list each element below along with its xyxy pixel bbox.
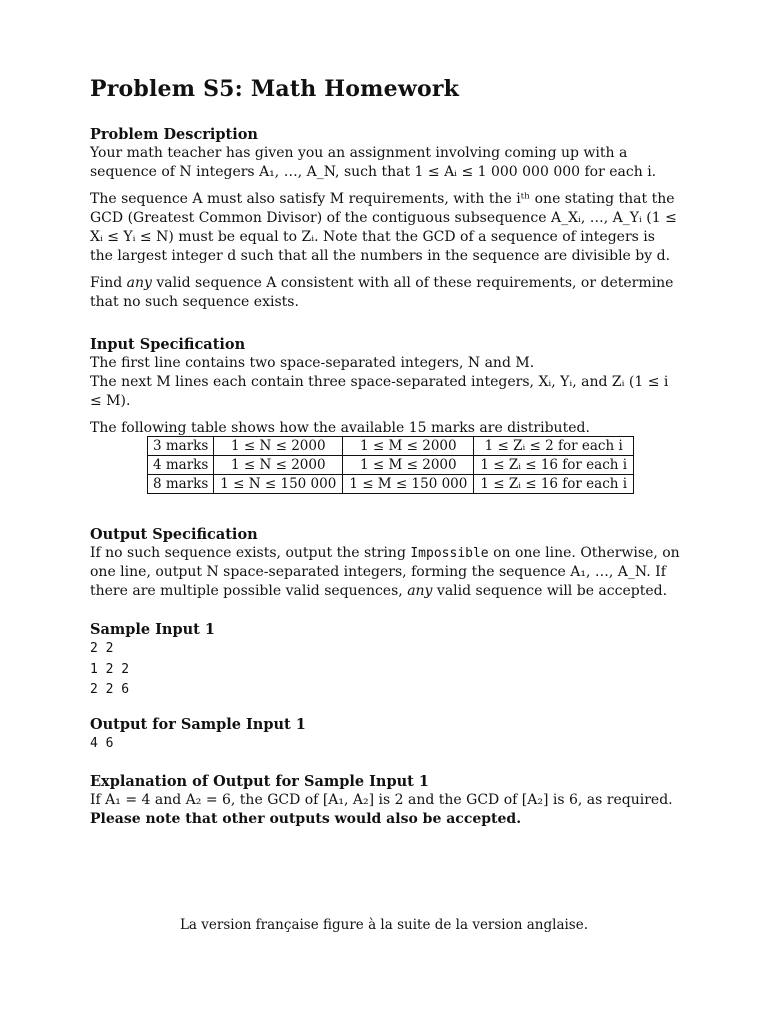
explanation-paragraph — [90, 791, 680, 829]
table-cell: 1 ≤ N ≤ 150 000 — [214, 475, 343, 494]
output-spec-emphasis: any — [407, 583, 433, 599]
explanation-section — [90, 772, 680, 829]
output-spec-text-post: valid sequence will be accepted. — [432, 583, 668, 599]
table-cell: 1 ≤ N ≤ 2000 — [214, 437, 343, 456]
sample-input-section — [90, 620, 680, 701]
problem-description-section — [90, 125, 680, 312]
description-p3-emphasis: any — [126, 275, 152, 291]
sample-input-line: 1 2 2 — [90, 661, 130, 677]
sample-input-line: 2 2 6 — [90, 682, 130, 697]
explanation-note: Please note that other outputs would also be accepted. — [90, 811, 522, 827]
input-spec-line-1: The first line contains two space-separated integers, N and M. — [90, 355, 535, 371]
input-specification-section — [90, 335, 680, 438]
description-paragraph-1: Your math teacher has given you an assignment involving coming up with a sequence of N integers A₁, …, A_N, such that 1 ≤ Aᵢ ≤ 1 000 000 000 for each i. — [90, 145, 657, 180]
output-specification-heading: Output Specification — [90, 526, 258, 543]
output-spec-paragraph — [90, 544, 680, 601]
explanation-heading: Explanation of Output for Sample Input 1 — [90, 773, 429, 790]
explanation-text: If A₁ = 4 and A₂ = 6, the GCD of [A₁, A₂] is 2 and the GCD of [A₂] is 6, as required. — [90, 792, 673, 808]
table-cell: 1 ≤ N ≤ 2000 — [214, 456, 343, 475]
marks-table — [147, 436, 634, 494]
input-specification-heading: Input Specification — [90, 336, 246, 353]
table-row — [148, 437, 634, 456]
problem-description-heading: Problem Description — [90, 126, 258, 143]
table-cell: 1 ≤ M ≤ 150 000 — [343, 475, 474, 494]
table-cell: 1 ≤ Zᵢ ≤ 16 for each i — [474, 475, 634, 494]
table-cell: 3 marks — [148, 437, 214, 456]
page-title: Problem S5: Math Homework — [90, 76, 460, 102]
sample-output-heading: Output for Sample Input 1 — [90, 716, 306, 733]
table-cell: 1 ≤ Zᵢ ≤ 2 for each i — [474, 437, 634, 456]
table-cell: 1 ≤ Zᵢ ≤ 16 for each i — [474, 456, 634, 475]
impossible-code: Impossible — [410, 546, 489, 561]
output-specification-section — [90, 525, 680, 601]
table-row — [148, 456, 634, 475]
description-paragraph-3 — [90, 274, 680, 312]
output-spec-text-mid: on one line. Otherwise, on one line, output N space-separated integers, forming the sequence A₁, …, A_N. If there are multiple possible valid sequences, — [90, 545, 680, 599]
sample-input-heading: Sample Input 1 — [90, 621, 215, 638]
marks-table-intro: The following table shows how the available 15 marks are distributed. — [90, 420, 590, 436]
description-paragraph-2: The sequence A must also satisfy M requirements, with the iᵗʰ one stating that the GCD (Greatest Common Divisor) of the contiguous subsequence A_Xᵢ, …, A_Yᵢ (1 ≤ Xᵢ ≤ Yᵢ ≤ N) must be equal to Zᵢ. Note that the GCD of a sequence of integers is the largest integer d such that all the numbers in the sequence are divisible by d. — [90, 191, 677, 264]
table-cell: 1 ≤ M ≤ 2000 — [343, 437, 474, 456]
input-spec-line-2: The next M lines each contain three space-separated integers, Xᵢ, Yᵢ, and Zᵢ (1 ≤ i ≤ M). — [90, 374, 669, 409]
table-cell: 8 marks — [148, 475, 214, 494]
sample-output-section — [90, 715, 680, 755]
table-row — [148, 475, 634, 494]
description-p3-pre: Find — [90, 275, 127, 291]
french-version-note: La version française figure à la suite de la version anglaise. — [179, 917, 589, 933]
description-p3-post: valid sequence A consistent with all of these requirements, or determine that no such sequence exists. — [90, 275, 674, 310]
table-cell: 4 marks — [148, 456, 214, 475]
output-spec-text-pre: If no such sequence exists, output the string — [90, 545, 411, 561]
sample-output-line: 4 6 — [90, 736, 114, 751]
sample-input-line: 2 2 — [90, 641, 114, 656]
table-cell: 1 ≤ M ≤ 2000 — [343, 456, 474, 475]
